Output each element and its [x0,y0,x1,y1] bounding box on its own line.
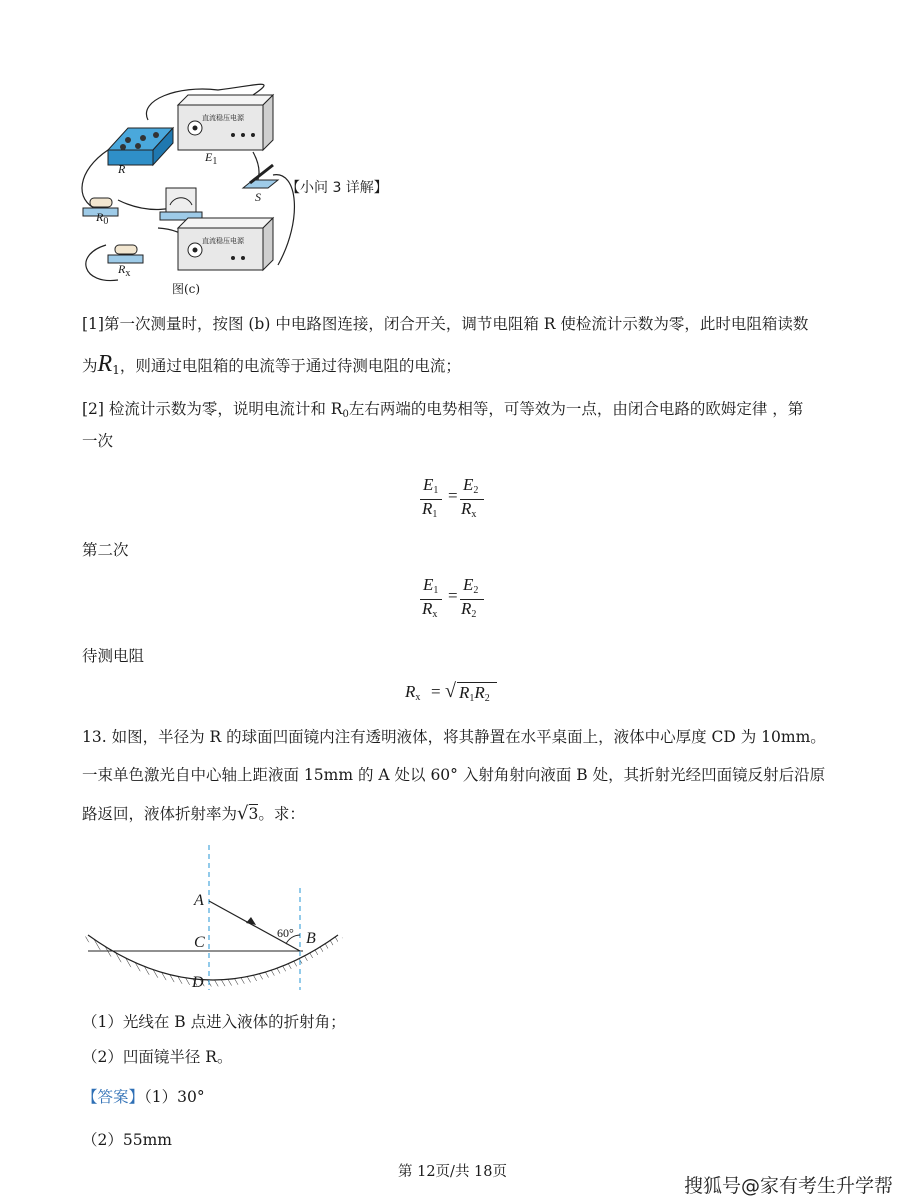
point-A-label: A [194,892,204,909]
problem-13-line3: 路返回，液体折射率为√3。求： [82,803,305,824]
label-E1: $E_1$ [205,150,218,167]
label-R0: $R_0$ [96,210,109,227]
problem-13-line1: 13. 如图，半径为 R 的球面凹面镜内注有透明液体，将其静置在水平桌面上，液体中心厚度 CD 为 10mm。 [82,728,826,746]
question-2: （2）凹面镜半径 R。 [82,1048,233,1066]
answer-line-1: 【答案】（1）30° [82,1088,205,1106]
point-B-label: B [306,930,316,947]
label-Rx: $R_x$ [118,262,131,279]
solution-p1-line2: 为$R_1$，则通过电阻箱的电流等于通过待测电阻的电流； [82,351,461,377]
equation-3: $R_x$ = √ $R_1R_2$ [405,680,515,710]
second-measurement-label: 第二次 [82,541,129,559]
page-number: 第 12页/共 18页 [398,1164,508,1180]
equation-1: $E_1$ $R_1$ = $E_2$ $R_x$ [420,475,520,525]
equation-2: $E_1$ $R_x$ = $E_2$ $R_2$ [420,575,520,625]
watermark: 搜狐号@家有考生升学帮 [684,1175,894,1197]
solution-p2-line2: 一次 [82,432,114,450]
solution-p1-line1: [1]第一次测量时，按图 (b) 中电路图连接，闭合开关，调节电阻箱 R 使检流计示数为零，此时电阻箱读数 [82,315,809,333]
power-supply-panel-text-2: 直流稳压电源 [202,237,244,245]
answer-tag: 【答案】 [82,1088,145,1106]
question-1: （1）光线在 B 点进入液体的折射角； [82,1013,346,1031]
figure-c-circuit [78,80,308,295]
power-supply-panel-text: 直流稳压电源 [202,114,244,122]
label-S: S [255,190,261,204]
angle-60-label: 60° [277,926,294,940]
figure-c-caption: 图(c) [172,282,201,296]
problem-13-line2: 一束单色激光自中心轴上距液面 15mm 的 A 处以 60° 入射角射向液面 B 处，其折射光经凹面镜反射后沿原 [82,766,826,784]
solution-p2-line1: [2] 检流计示数为零，说明电流计和 $R_0$左右两端的电势相等，可等效为一点，由闭合电路的欧姆定律 ，第 [82,400,804,420]
label-R: R [118,162,126,176]
measured-resistance-label: 待测电阻 [82,647,145,665]
point-D-label: D [192,974,204,991]
subquestion-3-heading: 【小问 3 详解】 [286,180,388,196]
concave-mirror-diagram [78,840,358,1000]
point-C-label: C [194,934,205,951]
answer-line-2: （2）55mm [82,1131,172,1149]
